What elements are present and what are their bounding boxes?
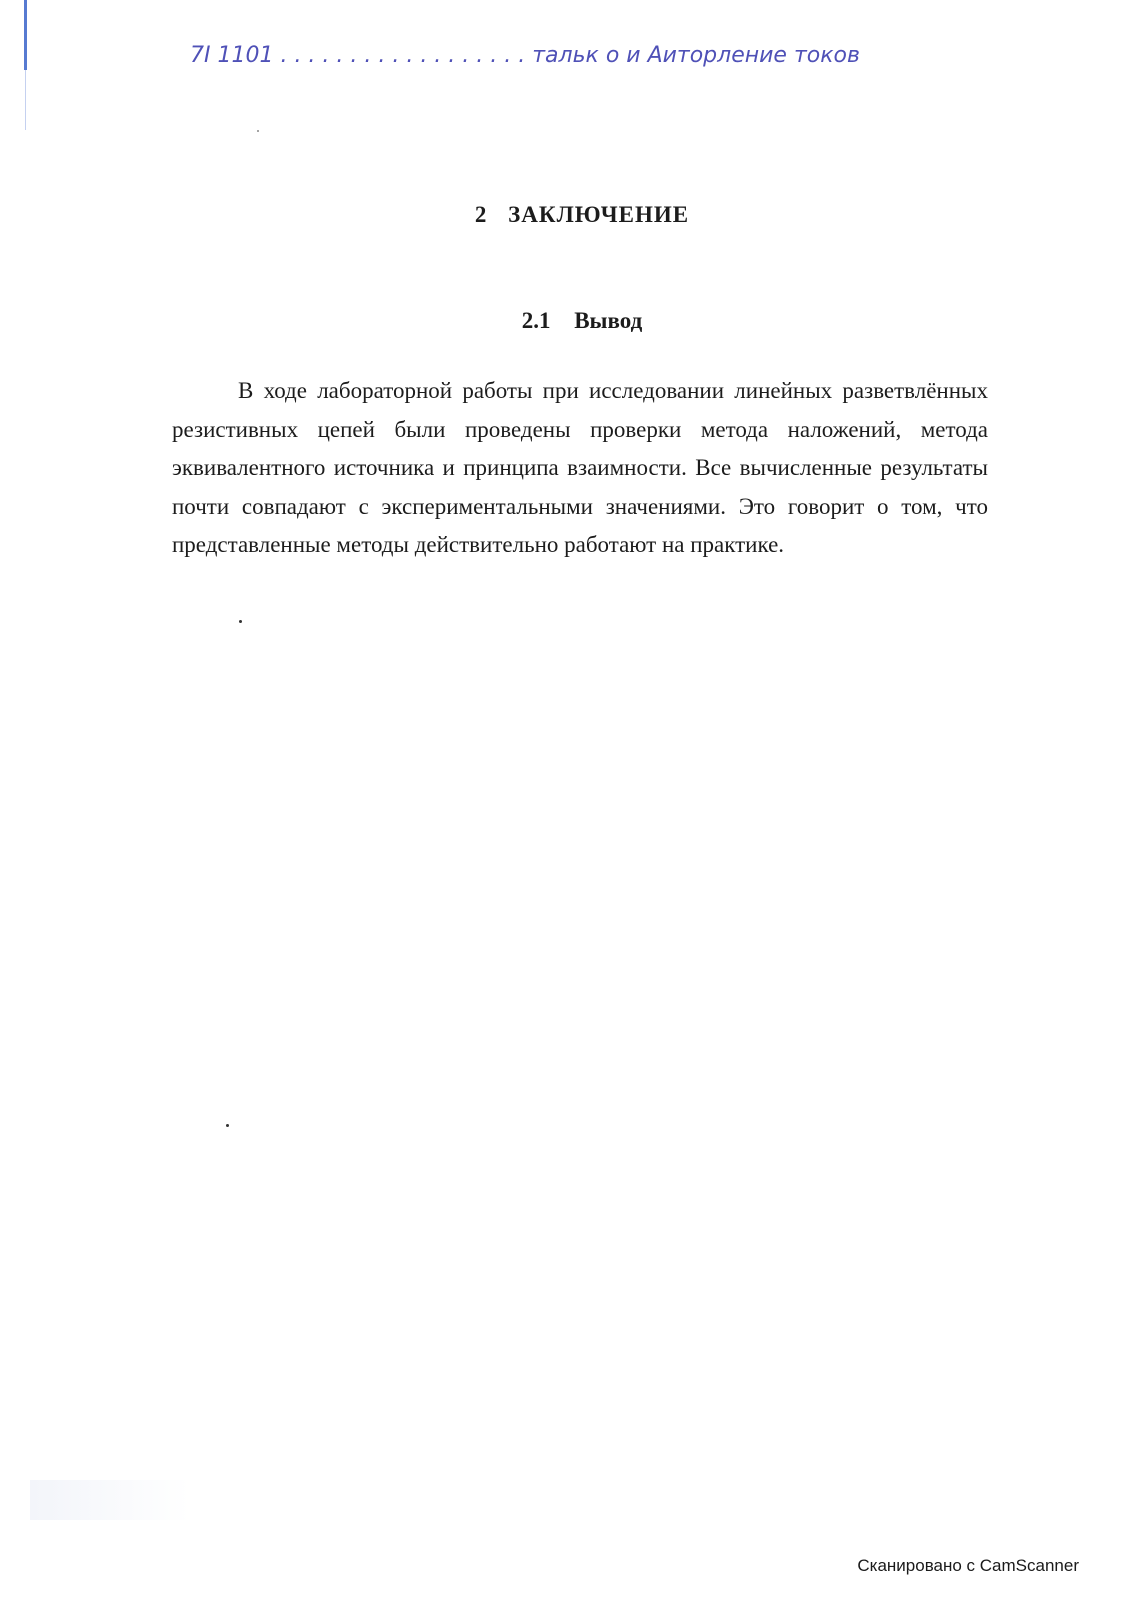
scan-speck bbox=[226, 1124, 229, 1127]
scan-edge-line-faint bbox=[25, 70, 26, 130]
scan-speck bbox=[257, 130, 259, 132]
scan-speck bbox=[239, 620, 242, 623]
handwritten-note-text: 7I 1101 . . . . . . . . . . . . . . . . . . тальк о и Аиторление токов bbox=[190, 43, 860, 68]
conclusion-paragraph: В ходе лабораторной работы при исследовании линейных разветвлённых резистивных цепей были проведены проверки метода наложений, метода эквивалентного источника и принципа взаимности. Все вычисленные результаты почти совпадают с экспериментальными значениями. Это говорит о том, что представленные методы действительно работают на практике. bbox=[172, 378, 988, 557]
section-heading: 2 ЗАКЛЮЧЕНИЕ bbox=[474, 202, 690, 227]
scan-edge-line bbox=[24, 0, 27, 70]
subsection-heading: 2.1 Вывод bbox=[521, 308, 643, 333]
handwritten-note bbox=[190, 30, 890, 80]
scan-artifact bbox=[30, 1480, 190, 1520]
camscanner-watermark: Сканировано с CamScanner bbox=[857, 1556, 1079, 1575]
handwritten-note-drawing bbox=[190, 30, 890, 80]
